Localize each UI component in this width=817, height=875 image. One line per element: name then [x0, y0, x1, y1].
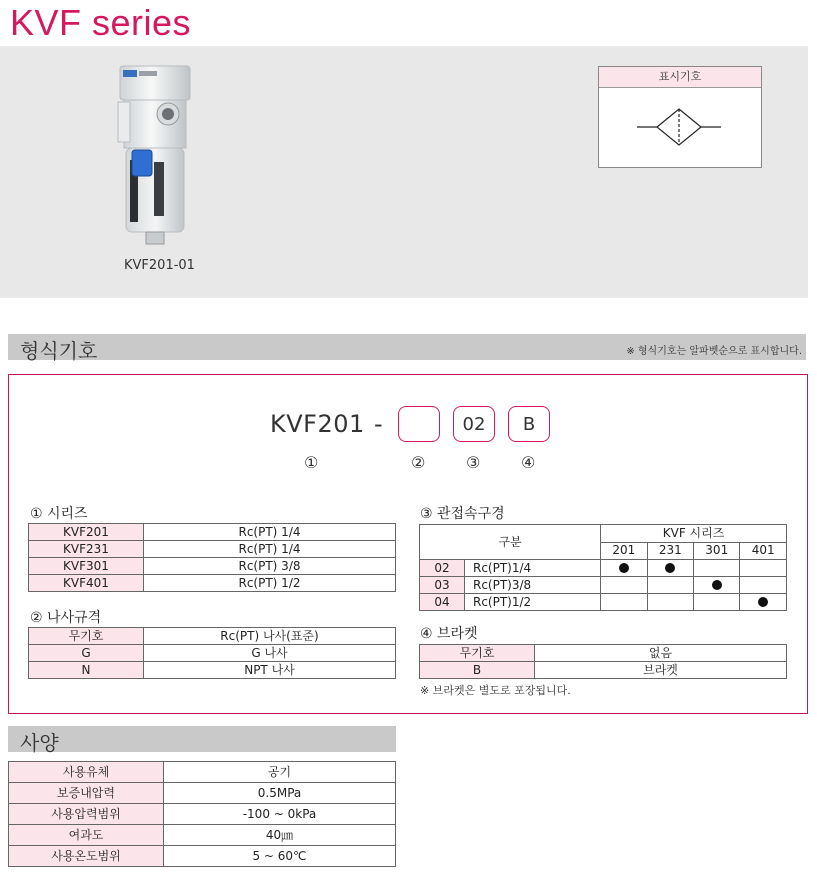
- table-row: [420, 577, 787, 594]
- table-row: [420, 594, 787, 611]
- table-header-cell: 201: [601, 542, 647, 560]
- table-row: [29, 524, 396, 541]
- code-series: KVF201: [270, 410, 365, 438]
- spec-value: 공기: [164, 762, 396, 783]
- spec-label: 사용압력범위: [9, 804, 164, 825]
- table-row: [9, 804, 396, 825]
- table-cell: 무기호: [420, 645, 535, 662]
- mark-cell: [740, 577, 787, 594]
- table-row: [9, 762, 396, 783]
- spec-label: 여과도: [9, 825, 164, 846]
- table-cell: KVF201: [29, 524, 144, 541]
- table-row: [29, 541, 396, 558]
- mark-cell: [694, 560, 740, 577]
- table-cell: 04: [420, 594, 465, 611]
- table-cell: Rc(PT)3/8: [465, 577, 601, 594]
- code-slot-port: 02: [453, 406, 495, 442]
- spec-value: -100 ~ 0kPa: [164, 804, 396, 825]
- code-marker-3: ③: [466, 453, 481, 472]
- table-cell: KVF401: [29, 575, 144, 592]
- table-row: [420, 645, 787, 662]
- table-cell: Rc(PT) 1/2: [144, 575, 396, 592]
- table-cell: KVF231: [29, 541, 144, 558]
- table-row: [29, 662, 396, 679]
- spec-table: [8, 761, 396, 867]
- connection-table: [419, 524, 787, 611]
- filter-symbol-icon: [633, 107, 725, 151]
- spec-value: 40㎛: [164, 825, 396, 846]
- table-cell: B: [420, 662, 535, 679]
- bracket-note: ※ 브라켓은 별도로 포장됩니다.: [420, 684, 571, 697]
- table-row: [420, 525, 787, 543]
- spec-label: 사용온도범위: [9, 846, 164, 867]
- table-cell: Rc(PT) 1/4: [144, 541, 396, 558]
- table-cell: Rc(PT)1/4: [465, 560, 601, 577]
- availability-dot: [665, 563, 675, 573]
- product-caption: KVF201-01: [124, 258, 195, 273]
- code-slot-thread: [398, 406, 440, 442]
- table-cell: 무기호: [29, 628, 144, 645]
- bracket-table: [419, 644, 787, 679]
- mark-cell: [694, 577, 740, 594]
- table-header-cell: 401: [740, 542, 787, 560]
- table-cell: Rc(PT) 3/8: [144, 558, 396, 575]
- model-code-section-bar: [8, 334, 806, 363]
- thread-table: [28, 627, 396, 679]
- code-marker-2: ②: [411, 453, 426, 472]
- table-cell: NPT 나사: [144, 662, 396, 679]
- thread-table-heading: ② 나사규격: [30, 610, 102, 626]
- spec-section-bar: [8, 726, 396, 755]
- mark-cell: [740, 594, 787, 611]
- table-cell: 브라켓: [535, 662, 787, 679]
- code-slot-bracket: B: [508, 406, 550, 442]
- table-row: [29, 558, 396, 575]
- mark-cell: [601, 594, 647, 611]
- spec-label: 보증내압력: [9, 783, 164, 804]
- mark-cell: [601, 560, 647, 577]
- table-cell: Rc(PT) 1/4: [144, 524, 396, 541]
- code-marker-4: ④: [521, 453, 536, 472]
- table-cell: G: [29, 645, 144, 662]
- table-row: [9, 846, 396, 867]
- spec-value: 0.5MPa: [164, 783, 396, 804]
- model-code-section-title: 형식기호: [20, 339, 98, 363]
- filter-product-image: [110, 64, 200, 254]
- table-cell: G 나사: [144, 645, 396, 662]
- code-marker-1: ①: [304, 453, 319, 472]
- mark-cell: [647, 594, 693, 611]
- spec-section-title: 사양: [20, 731, 59, 755]
- symbol-box: [598, 66, 762, 168]
- table-cell: Rc(PT) 나사(표준): [144, 628, 396, 645]
- table-header-cell: 구분: [420, 525, 601, 560]
- spec-value: 5 ~ 60℃: [164, 846, 396, 867]
- spec-label: 사용유체: [9, 762, 164, 783]
- table-cell: 02: [420, 560, 465, 577]
- mark-cell: [601, 577, 647, 594]
- model-code-note: ※ 형식기호는 알파벳순으로 표시합니다.: [626, 346, 802, 357]
- series-table: [28, 523, 396, 592]
- table-row: [420, 662, 787, 679]
- table-row: [9, 825, 396, 846]
- table-cell: 03: [420, 577, 465, 594]
- table-cell: Rc(PT)1/2: [465, 594, 601, 611]
- availability-dot: [758, 597, 768, 607]
- mark-cell: [694, 594, 740, 611]
- table-header-cell: 301: [694, 542, 740, 560]
- table-row: [29, 575, 396, 592]
- table-header-cell: KVF 시리즈: [601, 525, 787, 543]
- mark-cell: [647, 577, 693, 594]
- table-row: [29, 628, 396, 645]
- table-row: [9, 783, 396, 804]
- table-row: [420, 560, 787, 577]
- table-cell: KVF301: [29, 558, 144, 575]
- mark-cell: [647, 560, 693, 577]
- code-dash: -: [374, 410, 384, 438]
- page-title: KVF series: [10, 2, 192, 43]
- connection-table-heading: ③ 관접속구경: [420, 506, 505, 522]
- availability-dot: [619, 563, 629, 573]
- table-cell: 없음: [535, 645, 787, 662]
- symbol-box-title: 표시기호: [599, 67, 761, 88]
- bracket-table-heading: ④ 브라켓: [420, 626, 478, 642]
- table-row: [29, 645, 396, 662]
- mark-cell: [740, 560, 787, 577]
- table-header-cell: 231: [647, 542, 693, 560]
- availability-dot: [712, 580, 722, 590]
- series-table-heading: ① 시리즈: [30, 506, 88, 522]
- table-cell: N: [29, 662, 144, 679]
